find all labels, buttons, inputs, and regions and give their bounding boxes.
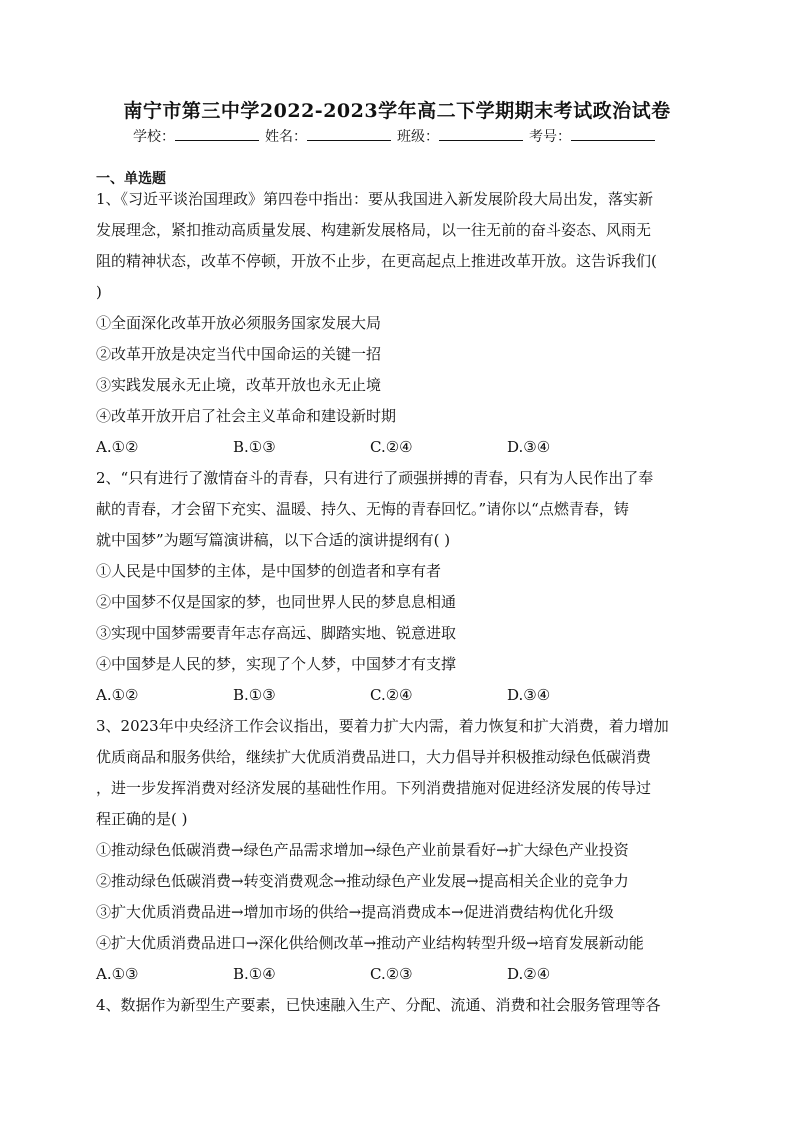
statement-option: ④中国梦是人民的梦，实现了个人梦，中国梦才有支撑	[96, 655, 457, 673]
school-blank[interactable]	[175, 126, 259, 141]
answer-choice[interactable]: D.③④	[507, 438, 551, 456]
answer-choice[interactable]: D.③④	[507, 686, 551, 704]
name-label: 姓名：	[265, 129, 307, 145]
question-stem-line: 4、数据作为新型生产要素，已快速融入生产、分配、流通、消费和社会服务管理等各	[96, 996, 661, 1014]
name-blank[interactable]	[307, 126, 391, 141]
exam-number-blank[interactable]	[571, 126, 655, 141]
name-field	[265, 126, 397, 146]
question-stem-line: ，进一步发挥消费对经济发展的基础性作用。下列消费措施对促进经济发展的传导过	[96, 779, 652, 797]
statement-option: ①人民是中国梦的主体，是中国梦的创造者和享有者	[96, 562, 442, 580]
question-stem-line: )	[96, 283, 102, 301]
question-stem-line: 就中国梦”为题写篇演讲稿，以下合适的演讲提纲有( )	[96, 531, 451, 549]
statement-option: ①推动绿色低碳消费→绿色产品需求增加→绿色产业前景看好→扩大绿色产业投资	[96, 841, 629, 859]
question-stem-line: 献的青春，才会留下充实、温暖、持久、无悔的青春回忆。”请你以“点燃青春，铸	[96, 500, 629, 518]
statement-option: ①全面深化改革开放必须服务国家发展大局	[96, 314, 382, 332]
question-stem-line: 发展理念，紧扣推动高质量发展、构建新发展格局，以一往无前的奋斗姿态、风雨无	[96, 221, 652, 239]
statement-option: ②中国梦不仅是国家的梦，也同世界人民的梦息息相通	[96, 593, 457, 611]
answer-choices	[96, 959, 700, 990]
school-field	[133, 126, 265, 146]
question-stem	[96, 184, 700, 308]
answer-choice[interactable]: B.①④	[233, 965, 276, 983]
question-stem-line: 2、“只有进行了激情奋斗的青春，只有进行了顽强拼搏的青春，只有为人民作出了奉	[96, 469, 654, 487]
exam-number-field	[529, 126, 661, 146]
statement-option: ②改革开放是决定当代中国命运的关键一招	[96, 345, 382, 363]
student-info-row	[0, 126, 794, 146]
question-stem-line: 3、2023年中央经济工作会议指出，要着力扩大内需，着力恢复和扩大消费，着力增加	[96, 717, 669, 735]
answer-choice[interactable]: A.①②	[96, 686, 139, 704]
exam-number-label: 考号：	[529, 129, 571, 145]
class-blank[interactable]	[439, 126, 523, 141]
answer-choices	[96, 432, 700, 463]
section-title: 一、单选题	[96, 171, 166, 187]
class-label: 班级：	[397, 129, 439, 145]
answer-choice[interactable]: C.②④	[370, 438, 413, 456]
question-stem	[96, 990, 700, 1021]
exam-title: 南宁市第三中学2022-2023学年高二下学期期末考试政治试卷	[123, 100, 671, 122]
statement-option: ④扩大优质消费品进口→深化供给侧改革→推动产业结构转型升级→培育发展新动能	[96, 934, 644, 952]
answer-choice[interactable]: A.①③	[96, 965, 139, 983]
question-4	[96, 990, 700, 1021]
question-stem-line: 1、《习近平谈治国理政》第四卷中指出：要从我国进入新发展阶段大局出发，落实新	[96, 190, 654, 208]
class-field	[397, 126, 529, 146]
question-list	[96, 184, 700, 1021]
statement-option: ④改革开放开启了社会主义革命和建设新时期	[96, 407, 397, 425]
answer-choice[interactable]: A.①②	[96, 438, 139, 456]
question-stem	[96, 711, 700, 835]
question-1	[96, 184, 700, 463]
statement-option: ②推动绿色低碳消费→转变消费观念→推动绿色产业发展→提高相关企业的竞争力	[96, 872, 629, 890]
statement-option: ③实现中国梦需要青年志存高远、脚踏实地、锐意进取	[96, 624, 457, 642]
question-stem-line: 阻的精神状态，改革不停顿，开放不止步，在更高起点上推进改革开放。这告诉我们(	[96, 252, 657, 270]
answer-choice[interactable]: C.②④	[370, 686, 413, 704]
question-stem-line: 优质商品和服务供给，继续扩大优质消费品进口，大力倡导并积极推动绿色低碳消费	[96, 748, 652, 766]
answer-choices	[96, 680, 700, 711]
statement-option: ③扩大优质消费品进→增加市场的供给→提高消费成本→促进消费结构优化升级	[96, 903, 614, 921]
school-label: 学校：	[133, 129, 175, 145]
question-stem	[96, 463, 700, 556]
question-2	[96, 463, 700, 711]
answer-choice[interactable]: D.②④	[507, 965, 551, 983]
answer-choice[interactable]: B.①③	[233, 438, 276, 456]
question-3	[96, 711, 700, 990]
answer-choice[interactable]: C.②③	[370, 965, 413, 983]
statement-option: ③实践发展永无止境，改革开放也永无止境	[96, 376, 382, 394]
question-stem-line: 程正确的是( )	[96, 810, 188, 828]
answer-choice[interactable]: B.①③	[233, 686, 276, 704]
